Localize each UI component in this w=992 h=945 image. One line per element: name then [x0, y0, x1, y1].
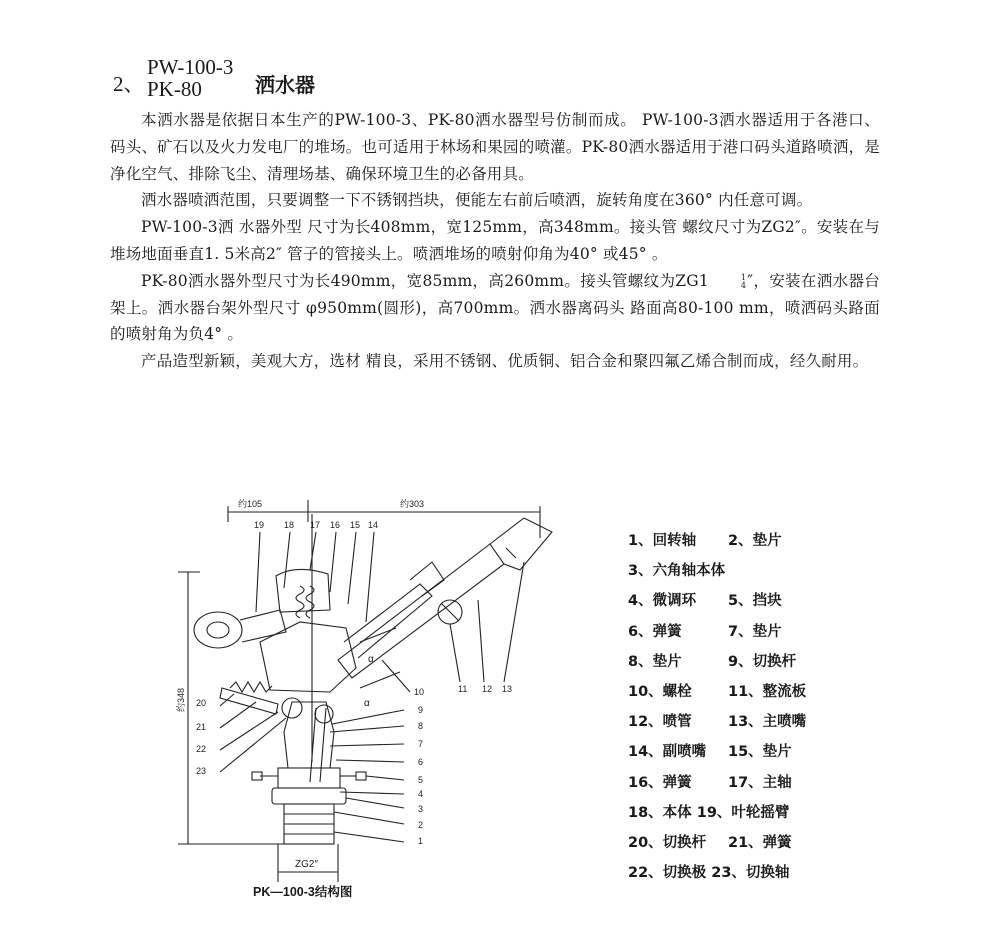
- angle-alpha-2: α: [364, 698, 370, 709]
- dim-height-label: 约348: [176, 687, 186, 712]
- callout-16: 16: [330, 520, 341, 530]
- dim-width-label: 约105: [238, 499, 263, 509]
- paragraph-4-end: ″，安装在洒水器台架上。洒水器台架外型尺寸 φ950mm(圆形)，高700mm。洒水器离码头 路面高80-100 mm，喷洒码头路面的喷射角为负4° 。: [110, 271, 881, 344]
- legend-row: [628, 737, 888, 767]
- callout-13: 13: [502, 684, 513, 694]
- callout-1: 1: [418, 836, 424, 846]
- legend-row: [628, 768, 888, 798]
- callout-18: 18: [284, 520, 295, 530]
- legend-item: 20、切换杆: [628, 834, 707, 851]
- callout-11: 11: [458, 684, 468, 694]
- legend-item: 16、弹簧: [628, 774, 692, 791]
- paragraph-2: 洒水器喷洒范围，只要调整一下不锈钢挡块，便能左右前后喷洒，旋转角度在360° 内任意可调。: [141, 191, 813, 210]
- callout-5: 5: [418, 775, 424, 785]
- callout-14: 14: [368, 520, 379, 530]
- legend-row: [628, 556, 888, 586]
- paragraph-1: 本洒水器是依据日本生产的PW-100-3、PK-80洒水器型号仿制而成。 PW-100-3洒水器适用于各港口、码头、矿石以及火力发电厂的堆场。也可适用于林场和果园的喷灌。PK-80洒水器适用于港口码头道路喷洒，是净化空气、排除飞尘、清理场基、确保环境卫生的必备用具。: [110, 111, 880, 183]
- paragraph-4-start: PK-80洒水器外型尺寸为长490mm，宽85mm，高260mm。接头管螺纹为ZG1: [141, 271, 709, 290]
- callout-12: 12: [482, 684, 493, 694]
- legend-row: [628, 798, 888, 828]
- legend-item: 1、回转轴: [628, 533, 697, 549]
- sprinkler-drawing: [160, 492, 580, 912]
- callout-19: 19: [254, 520, 265, 530]
- angle-alpha-1: α: [368, 654, 374, 665]
- legend-item: 7、垫片: [728, 623, 782, 640]
- legend-item: 9、切换杆: [728, 653, 797, 670]
- legend-item: 10、螺栓: [628, 683, 692, 700]
- legend-row: [628, 647, 888, 677]
- callout-8: 8: [418, 721, 424, 731]
- model-names: [147, 56, 233, 100]
- legend-row: [628, 677, 888, 707]
- legend-item: 13、主喷嘴: [728, 714, 807, 731]
- paragraph-3: PW-100-3洒 水器外型 尺寸为长408mm，宽125mm，高348mm。接头管 螺纹尺寸为ZG2″。安装在与堆场地面垂直1. 5米高2″ 管子的管接头上。喷洒堆场的喷射仰角为40° 或45° 。: [110, 218, 880, 263]
- callout-7: 7: [418, 739, 424, 749]
- legend-item: 15、垫片: [728, 744, 792, 761]
- legend-item: 4、微调环: [628, 593, 697, 610]
- legend-item: 3、六角轴本体: [628, 563, 726, 580]
- callout-4: 4: [418, 789, 424, 799]
- callout-6: 6: [418, 757, 424, 767]
- callout-22: 22: [196, 744, 207, 754]
- structure-diagram: [160, 492, 580, 912]
- callout-20: 20: [196, 698, 207, 708]
- callout-9: 9: [418, 705, 424, 715]
- callout-2: 2: [418, 820, 424, 830]
- legend-item: 8、垫片: [628, 653, 682, 670]
- section-title: 洒水器: [255, 73, 315, 97]
- callout-3: 3: [418, 804, 424, 814]
- section-number: 2、: [113, 72, 145, 96]
- legend-row: [628, 617, 888, 647]
- parts-legend: [628, 526, 888, 888]
- legend-row: [628, 858, 888, 888]
- legend-item: 14、副喷嘴: [628, 744, 707, 761]
- diagram-caption: PK—100-3结构图: [253, 885, 353, 899]
- model-b: PK-80: [147, 77, 202, 101]
- fraction: [710, 274, 746, 290]
- callout-23: 23: [196, 766, 207, 776]
- legend-item: 12、喷管: [628, 714, 692, 731]
- dim-length-label: 约303: [400, 499, 425, 509]
- callout-17: 17: [310, 520, 321, 530]
- callout-15: 15: [350, 520, 361, 530]
- fraction-numerator: 1: [740, 272, 747, 282]
- legend-row: [628, 586, 888, 616]
- legend-item: 6、弹簧: [628, 623, 682, 640]
- paragraph-4: [110, 268, 880, 348]
- body-text: [110, 107, 880, 375]
- paragraph-5: 产品造型新颖，美观大方，选材 精良，采用不锈钢、优质铜、铝合金和聚四氟乙烯合制而成，经久耐用。: [141, 352, 869, 371]
- legend-item: 5、挡块: [728, 593, 782, 610]
- legend-item: 2、垫片: [728, 533, 782, 549]
- legend-item: 11、整流板: [728, 683, 807, 700]
- legend-item: 17、主轴: [728, 774, 792, 791]
- thread-label: ZG2″: [295, 859, 318, 870]
- callout-10: 10: [414, 687, 425, 697]
- callout-21: 21: [196, 722, 207, 732]
- model-a: PW-100-3: [147, 55, 234, 79]
- legend-item: 21、弹簧: [728, 834, 792, 851]
- legend-row: [628, 707, 888, 737]
- legend-item: 22、切换极 23、切换轴: [628, 865, 790, 882]
- legend-row: [628, 526, 888, 556]
- legend-row: [628, 828, 888, 858]
- fraction-denominator: 4: [740, 280, 747, 290]
- legend-item: 18、本体 19、叶轮摇臂: [628, 804, 790, 821]
